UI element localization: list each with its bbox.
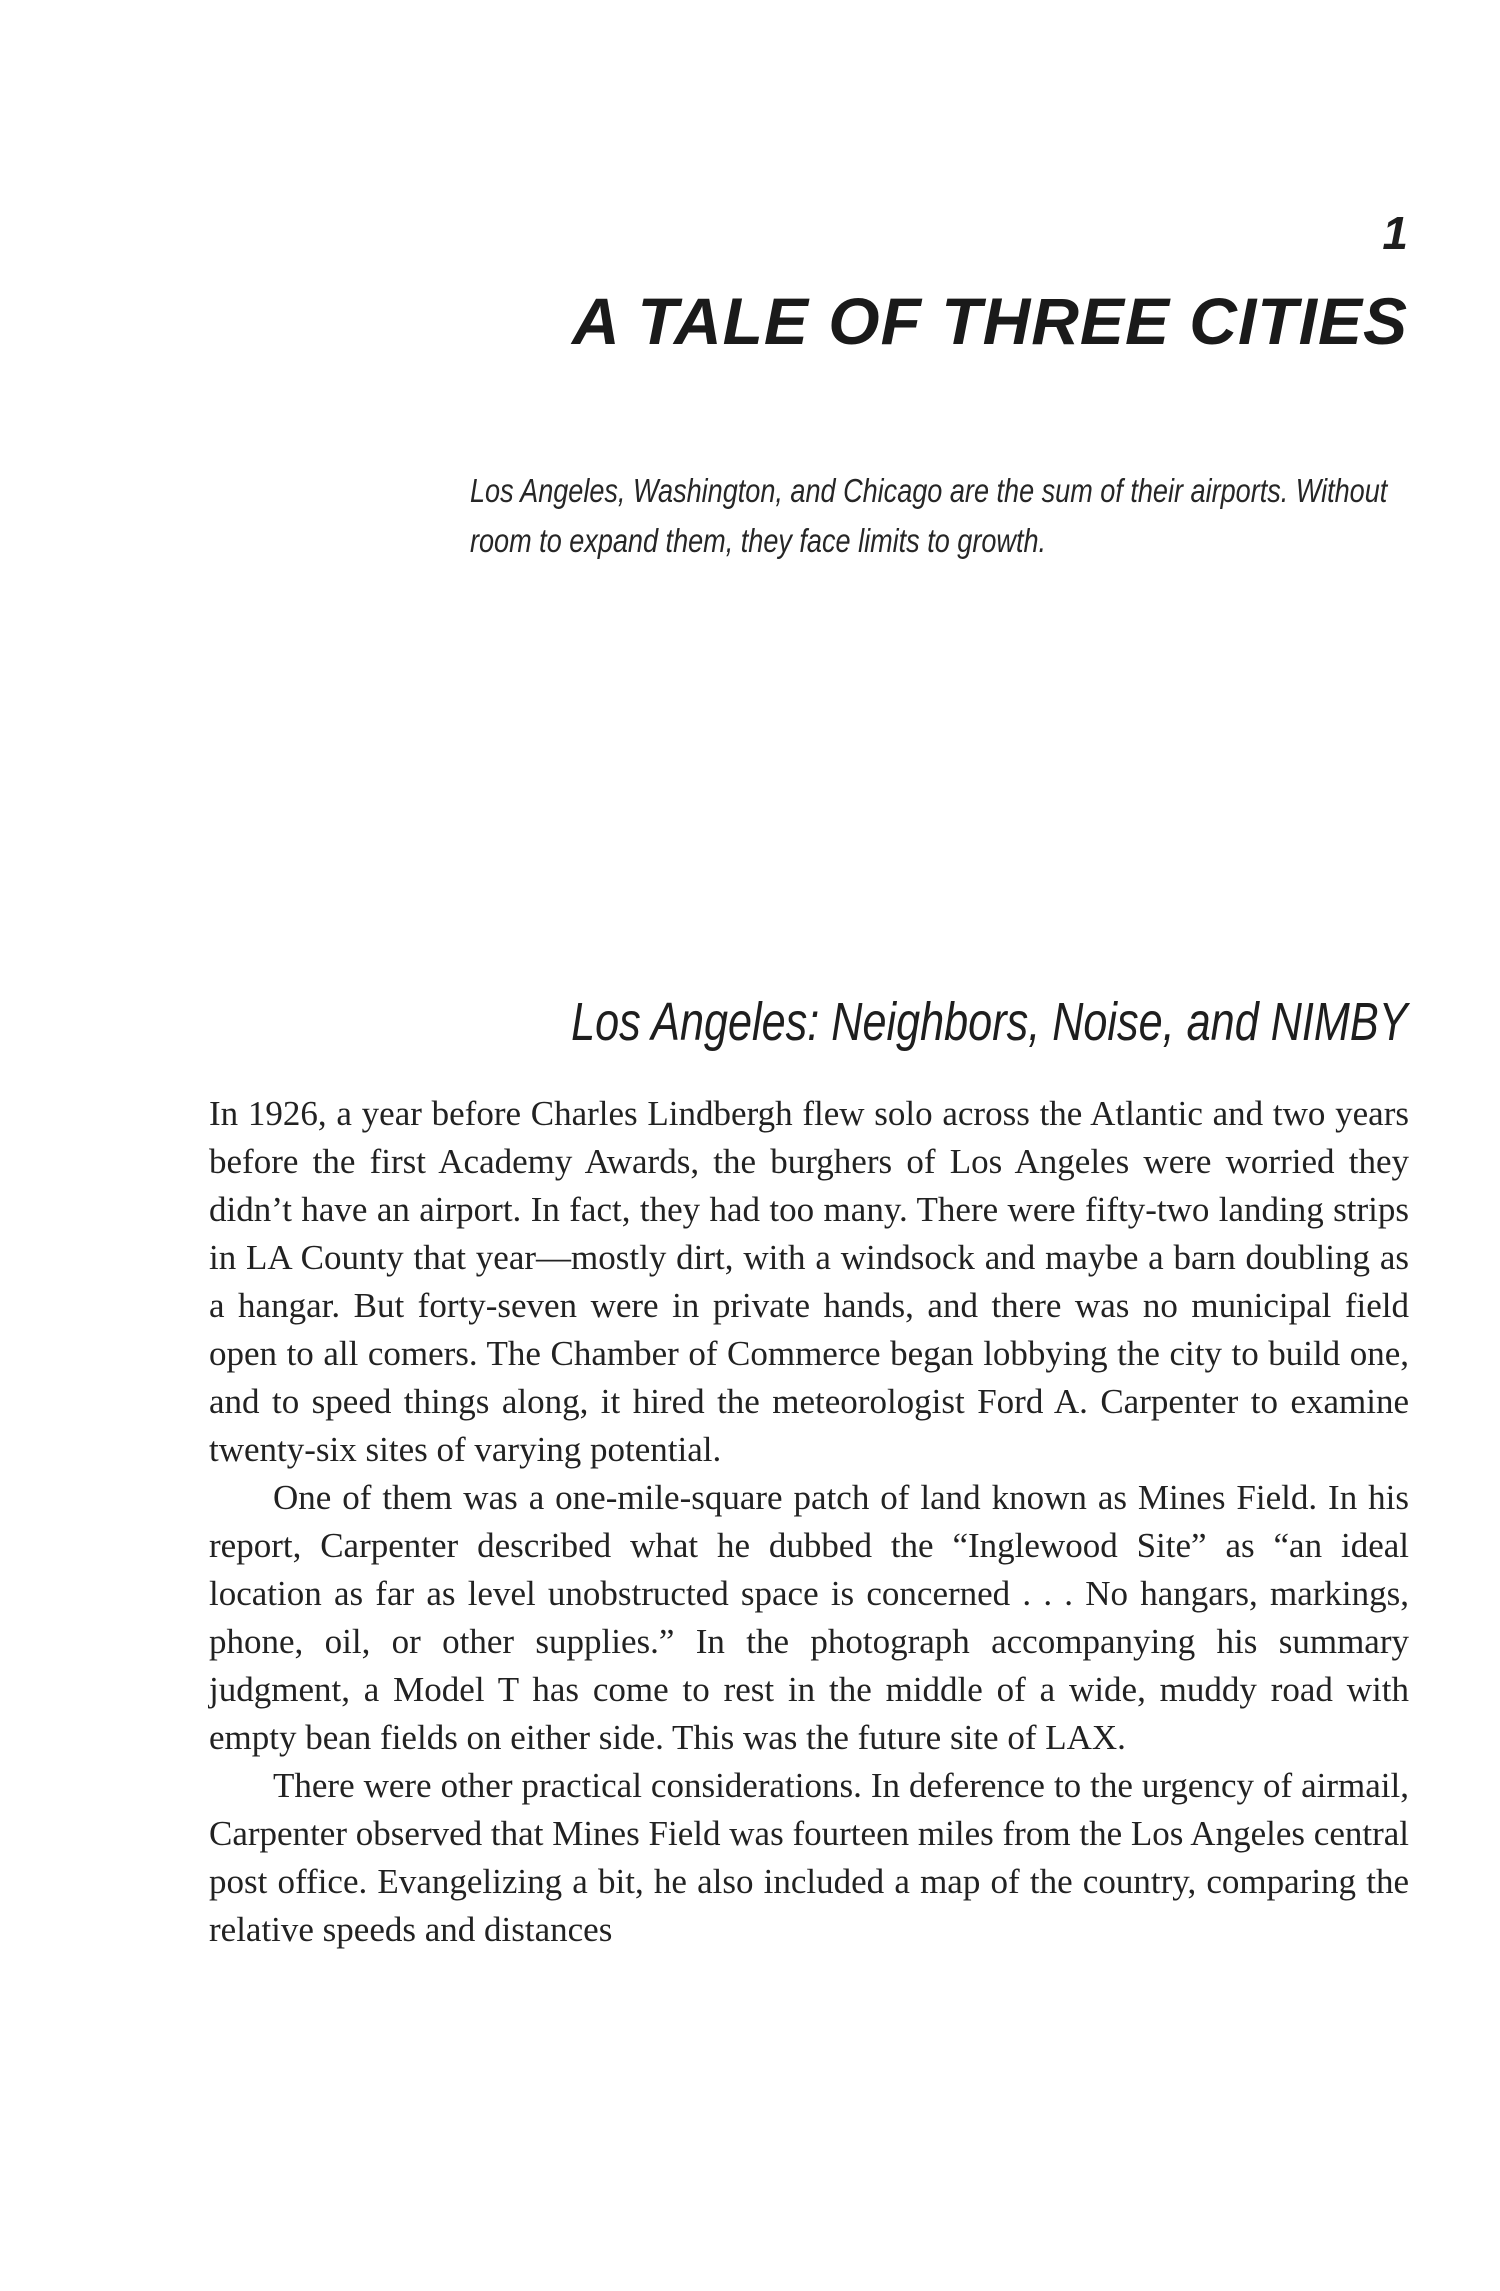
paragraph: There were other practical considerations. In deference to the urgency of airmail, Carpenter observed that Mines Field was fourteen miles from the Los Angeles central post office. Evangelizing a bit, he also included a map of the country, comparing the relative speeds and distances: [209, 1766, 1409, 1949]
body-text: [209, 1090, 1409, 1954]
paragraph: In 1926, a year before Charles Lindbergh flew solo across the Atlantic and two years before the first Academy Awards, the burghers of Los Angeles were worried they didn’t have an airport. In fact, they had too many. There were fifty-two landing strips in LA County that year—mostly dirt, with a windsock and maybe a barn doubling as a hangar. But forty-seven were in private hands, and there was no municipal field open to all comers. The Chamber of Commerce began lobbying the city to build one, and to speed things along, it hired the meteorologist Ford A. Carpenter to examine twenty-six sites of varying potential.: [209, 1094, 1409, 1469]
section-heading: Los Angeles: Neighbors, Noise, and NIMBY: [571, 992, 1408, 1052]
chapter-title: A TALE OF THREE CITIES: [571, 284, 1408, 358]
chapter-number: 1: [1382, 207, 1408, 259]
paragraph: One of them was a one-mile-square patch of land known as Mines Field. In his report, Carpenter described what he dubbed the “Inglewood Site” as “an ideal location as far as level unobstructed space is concerned . . . No hangars, markings, phone, oil, or other supplies.” In the photograph accompanying his summary judgment, a Model T has come to rest in the middle of a wide, muddy road with empty bean fields on either side. This was the future site of LAX.: [209, 1478, 1409, 1757]
chapter-epigraph: Los Angeles, Washington, and Chicago are the sum of their airports. Without room to expand them, they face limits to growth.: [470, 472, 1388, 559]
